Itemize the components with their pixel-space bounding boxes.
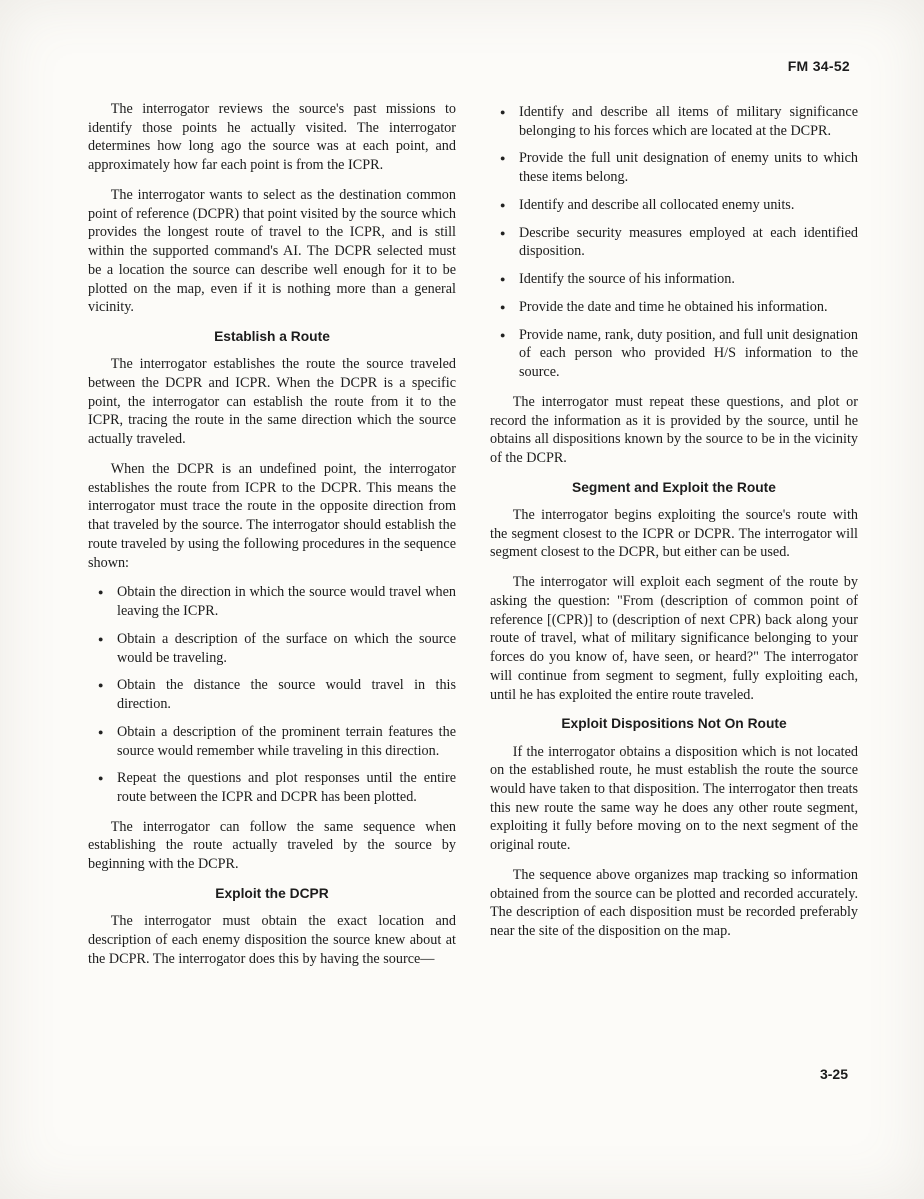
bullet-icon: ● [500,274,506,285]
bullet-list [88,583,456,806]
bullet-icon: ● [500,301,506,312]
bullet-icon: ● [500,153,506,164]
list-item-text: Identify and describe all collocated enemy units. [519,196,795,213]
paragraph: The interrogator can follow the same sequence when establishing the route actually traveled by the source by beginning with the DCPR. [88,818,456,873]
list-item-text: Identify and describe all items of military significance belonging to his forces which are located at the DCPR. [519,104,858,139]
list-item-text: Provide name, rank, duty position, and full unit designation of each person who provided H/S information to the source. [519,326,858,381]
paragraph: The interrogator wants to select as the destination common point of reference (DCPR) that point visited by the source which provides the longest route of travel to the ICPR, and is still within the supported command's AI. The DCPR selected must be a location the source can describe well enough for it to be plotted on the map, even if it is nothing more than a general vicinity. [88,186,456,316]
section-heading-segment-and-exploit-the-route: Segment and Exploit the Route [572,479,776,495]
paragraph: The interrogator begins exploiting the source's route with the segment closest to the ICPR or DCPR. The interrogator will segment closest to the DCPR, but either can be used. [490,506,858,561]
page-content [88,100,858,968]
bullet-icon: ● [500,107,506,117]
list-item [98,723,456,760]
list-item [500,149,858,186]
list-item-text: Identify the source of his information. [519,271,735,288]
bullet-icon: ● [500,329,506,340]
list-item [500,270,858,289]
list-item [98,676,456,713]
list-item [500,196,858,215]
list-item-text: Obtain the direction in which the source would travel when leaving the ICPR. [117,584,456,620]
bullet-icon: ● [500,199,506,210]
list-item [500,326,858,382]
list-item-text: Provide the date and time he obtained his information. [519,298,828,315]
list-item-text: Obtain the distance the source would travel in this direction. [117,677,456,713]
paragraph: If the interrogator obtains a disposition which is not located on the established route, he must establish the route the source would have taken to that disposition. The interrogator then treats this new route the same way he does any other route segment, exploiting it fully before moving on to the next segment of the original route. [490,743,858,854]
list-item-text: Repeat the questions and plot responses until the entire route between the ICPR and DCPR has been plotted. [117,770,456,805]
list-item-text: Provide the full unit designation of enemy units to which these items belong. [519,150,858,186]
section-heading-exploit-the-dcpr: Exploit the DCPR [215,885,329,901]
section-heading-exploit-dispositions-not-on-route: Exploit Dispositions Not On Route [561,716,787,732]
list-item-text: Obtain a description of the surface on which the source would be traveling. [117,630,456,666]
paragraph: The interrogator reviews the source's past missions to identify those points he actually visited. The interrogator determines how long ago the source was at each point, and approximately how far each point is from the ICPR. [88,101,456,174]
page-number: 3-25 [819,1066,848,1082]
paragraph: The interrogator establishes the route the source traveled between the DCPR and ICPR. When the DCPR is a specific point, the interrogator can establish the route from it to the ICPR, tracing the route in the same direction which the source actually traveled. [88,356,456,448]
list-item [500,103,858,140]
section-heading-establish-a-route: Establish a Route [214,329,330,345]
paragraph: When the DCPR is an undefined point, the interrogator establishes the route from ICPR to the DCPR. This means the interrogator must trace the route in the opposite direction from that traveled by the source. The interrogator should establish the route traveled by using the following procedures in the sequence shown: [88,460,456,571]
list-item [98,769,456,806]
list-item [98,630,456,667]
bullet-icon: ● [98,773,104,784]
list-item-text: Describe security measures employed at each identified disposition. [519,224,858,260]
list-item [500,224,858,261]
bullet-icon: ● [98,680,104,691]
running-header: FM 34-52 [787,58,850,74]
bullet-icon: ● [98,726,104,737]
bullet-icon: ● [500,227,506,238]
list-item-text: Obtain a description of the prominent terrain features the source would remember while traveling in this direction. [117,723,456,759]
paragraph: The interrogator must repeat these questions, and plot or record the information as it is provided by the source, until he obtains all dispositions known by the source to be in the vicinity of the DCPR. [490,393,858,467]
list-item [98,583,456,620]
bullet-list [490,103,858,382]
right-column [490,100,858,968]
paragraph: The interrogator will exploit each segment of the route by asking the question: "From (description of common point of reference [(CPR)] to (description of next CPR) back along your route of travel, what of military significance belonging to your forces do you know of, have seen, or heard?" The interrogator will continue from segment to segment, fully exploiting each, until he has exploited the entire route traveled. [490,574,858,703]
paragraph: The interrogator must obtain the exact location and description of each enemy disposition the source knew about at the DCPR. The interrogator does this by having the source— [88,913,456,967]
paragraph: The sequence above organizes map tracking so information obtained from the source can be plotted and recorded accurately. The description of each disposition must be recorded preferably near the site of the disposition on the map. [490,866,858,940]
list-item [500,298,858,317]
left-column [88,100,456,968]
bullet-icon: ● [98,587,104,598]
bullet-icon: ● [98,633,104,644]
